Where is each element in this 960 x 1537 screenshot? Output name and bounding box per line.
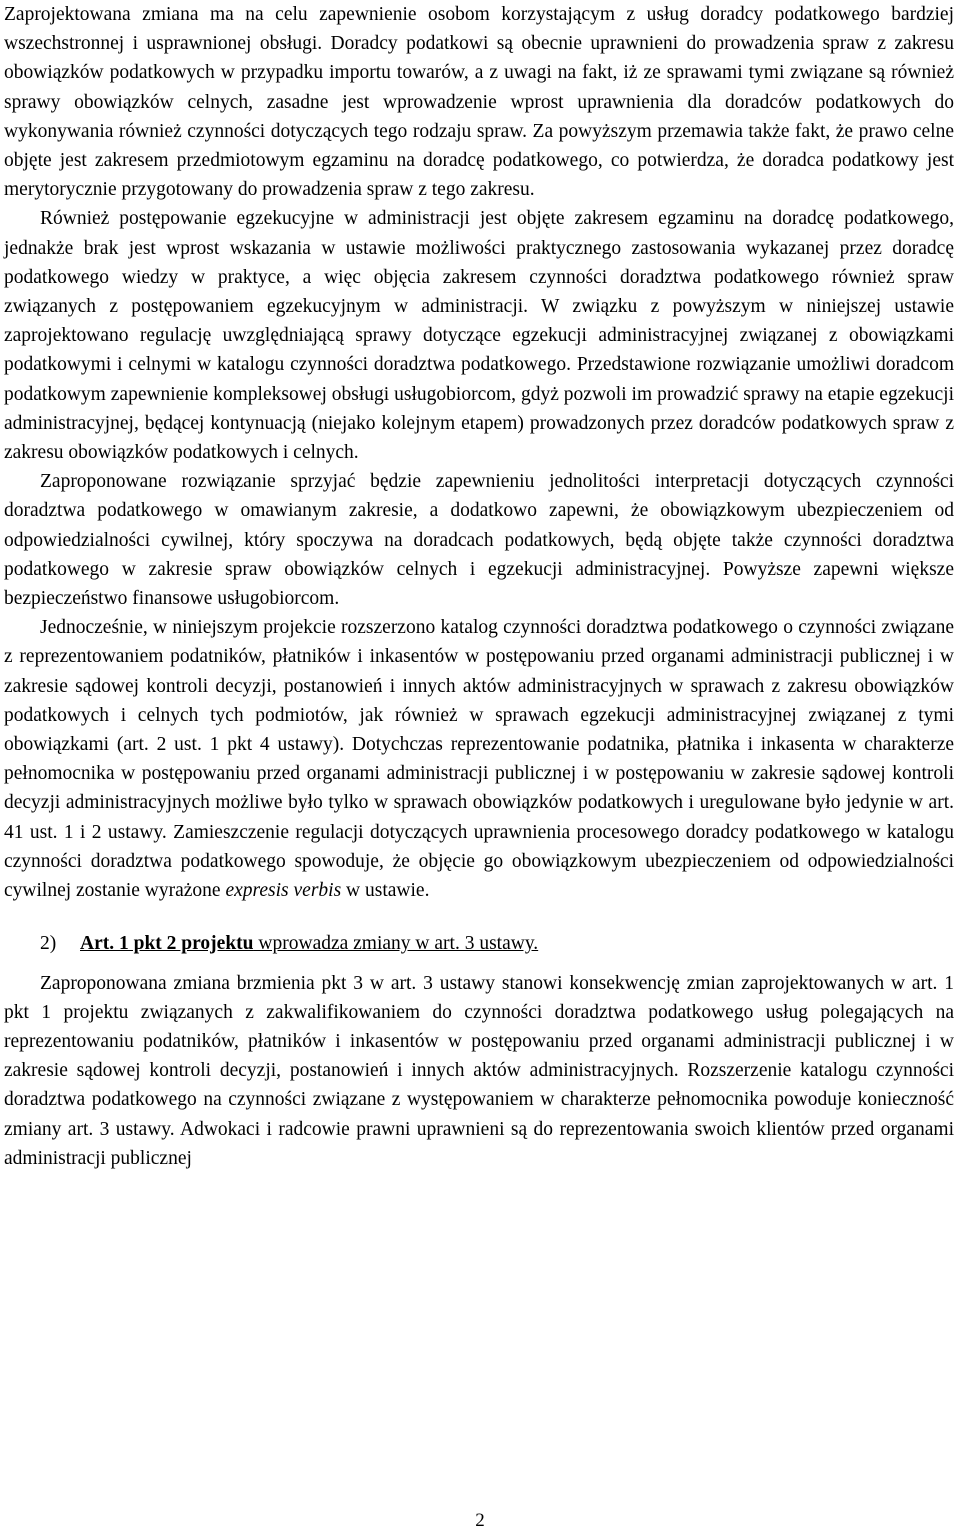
paragraph-4-text: Jednocześnie, w niniejszym projekcie rozszerzono katalog czynności doradztwa podatkowego o czynności związane z reprezentowaniem podatników, płatników i inkasentów w postępowaniu przed organami administracji publicznej i w zakresie sądowej kontroli decyzji, postanowień i innych aktów administracyjnych w sprawach z zakresu obowiązków podatkowych i celnych tych podmiotów, jak również w sprawach egzekucji administracyjnej związanej z tymi obowiązkami (art. 2 ust. 1 pkt 4 ustawy). Dotychczas reprezentowanie podatnika, płatnika i inkasenta w charakterze pełnomocnika w postępowaniu przed organami administracji publicznej i w postępowaniu w zakresie sądowej kontroli decyzji administracyjnych możliwe było tylko w sprawach obowiązków podatkowych i uregulowane było jedynie w art. 41 ust. 1 i 2 ustawy. Zamieszczenie regulacji dotyczących uprawnienia procesowego doradcy podatkowego w katalogu czynności doradztwa podatkowego spowoduje, że objęcie go obowiązkowym ubezpieczeniem od odpowiedzialności cywilnej zostanie wyrażone [4,617,954,902]
page-number: 2 [475,1510,485,1531]
list-item-text: wprowadza zmiany w art. 3 ustawy. [253,933,539,955]
paragraph-4 [4,613,954,905]
paragraph-2: Również postępowanie egzekucyjne w administracji jest objęte zakresem egzaminu na doradcę podatkowego, jednakże brak jest wprost wskazania w ustawie możliwości praktycznego zastosowania wykazanej przez doradcę podatkowego wiedzy w praktyce, a więc objęcia zakresem czynności doradztwa podatkowego również spraw związanych z postępowaniem egzekucyjnym w administracji. W związku z powyższym w niniejszej ustawie zaprojektowano regulację uwzględniającą sprawy dotyczące egzekucji administracyjnej związanej z obowiązkami podatkowymi i celnymi w katalogu czynności doradztwa podatkowego. Przedstawione rozwiązanie umożliwi doradcom podatkowym zapewnienie kompleksowej obsługi usługobiorcom, gdyż pozwoli im prowadzić sprawy na etapie egzekucji administracyjnej, będącej kontynuacją (niejako kolejnym etapem) prowadzonych przez doradców podatkowych spraw z zakresu obowiązków podatkowych i celnych. [4,208,954,464]
list-item-number: 2) [40,933,57,955]
paragraph-5: Zaproponowana zmiana brzmienia pkt 3 w art. 3 ustawy stanowi konsekwencję zmian zaprojektowanych w art. 1 pkt 1 projektu związanych z zakwalifikowaniem do czynności doradztwa podatkowego usług polegających na reprezentowaniu podatników, płatników i inkasentów w postępowaniu przed organami administracji publicznej i w zakresie sądowej kontroli decyzji, postanowień i innych aktów administracyjnych. Rozszerzenie katalogu czynności doradztwa podatkowego na czynności związane z występowaniem w charakterze pełnomocnika powoduje konieczność zmiany art. 3 ustawy. Adwokaci i radcowie prawni uprawnieni są do reprezentowania swoich klientów przed organami administracji publicznej [4,972,954,1169]
document-page [4,0,954,1173]
paragraph-3: Zaproponowane rozwiązanie sprzyjać będzie zapewnieniu jednolitości interpretacji dotyczących czynności doradztwa podatkowego w omawianym zakresie, a dodatkowo zapewni, że obowiązkowym ubezpieczeniem od odpowiedzialności cywilnej, który spoczywa na doradcach podatkowych, będą objęte także czynności doradztwa podatkowego w zakresie spraw obowiązków celnych i egzekucji administracyjnej. Powyższe zapewni większe bezpieczeństwo finansowe usługobiorcom. [4,471,954,610]
spacer [4,959,954,969]
paragraph-4-italic: expresis verbis [225,880,342,902]
paragraph-1: Zaprojektowana zmiana ma na celu zapewnienie osobom korzystającym z usług doradcy podatkowego bardziej wszechstronnej i usprawnionej obsługi. Doradcy podatkowi są obecnie uprawnieni do prowadzenia spraw z zakresu obowiązków podatkowych w przypadku importu towarów, a z uwagi na fakt, iż ze sprawami tymi związane są również sprawy obowiązków celnych, zasadne jest wprowadzenie wprost uprawnienia dla doradców podatkowych do wykonywania również czynności dotyczących tego rodzaju spraw. Za powyższym przemawia także fakt, że prawo celne objęte jest zakresem przedmiotowym egzaminu na doradcę podatkowego, co potwierdza, że doradca podatkowy jest merytorycznie przygotowany do prowadzenia spraw z tego zakresu. [4,4,954,201]
list-item-reference: Art. 1 pkt 2 projektu [80,933,254,955]
list-item-2 [4,929,954,958]
paragraph-4-end: w ustawie. [341,880,430,902]
spacer [4,905,954,929]
